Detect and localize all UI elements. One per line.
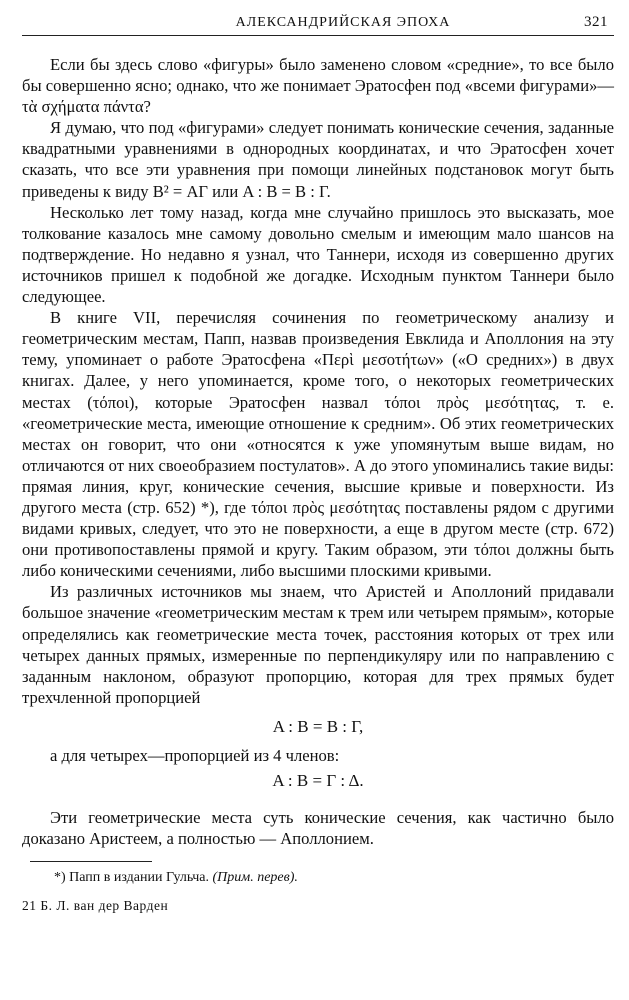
paragraph-1: Если бы здесь слово «фигуры» было заменено словом «средние», то все было бы совершенно ясно; однако, что же понимает Эратосфен под «всеми фигурами»—τὰ σχήματα πάντα? (22, 55, 614, 117)
running-title: АЛЕКСАНДРИЙСКАЯ ЭПОХА (235, 15, 451, 30)
formula-four-term: Α : Β = Γ : Δ. (272, 771, 364, 791)
paragraph-last: Эти геометрические места суть конические сечения, как частично было доказано Аристеем, а полностью — Аполлонием. (22, 808, 614, 849)
paragraph-5: Из различных источников мы знаем, что Аристей и Аполлоний придавали большое значение «геометрическим местам к трем или четырем прямым», которые определялись как геометрические места точек, расстояния которых от трех или четырех данных прямых, измеренные по перпендикуляру или по направлению с заданным наклоном, образуют пропорцию, которая для трех прямых будет трехчленной пропорцией (22, 582, 614, 707)
paragraph-2: Я думаю, что под «фигурами» следует понимать конические сечения, заданные квадратными уравнениями в однородных координатах, и что Эратосфен хочет сказать, что все эти уравнения при помощи линейных подстановок могут быть приведены к виду B² = ΑΓ или Α : Β = Β : Γ. (22, 118, 614, 201)
printer-signature: 21 Б. Л. ван дер Варден (22, 898, 169, 914)
footnote-note: (Прим. перев). (212, 870, 298, 886)
between-formulas-text: а для четырех—пропорцией из 4 членов: (50, 746, 340, 765)
footnote (54, 870, 614, 886)
paragraph-4: В книге VII, перечисляя сочинения по геометрическому анализу и геометрическим местам, Папп, назвав произведения Евклида и Аполлония на эту тему, упоминает о работе Эратосфена «Περὶ μεσοτήτων» («О средних») в двух книгах. Далее, у него упоминается, кроме того, о некоторых геометрических местах (τόποι), которые Эратосфен назвал τόποι πρὸς μεσότητας, т. е. «геометрические места, имеющие отношение к средним». Об этих геометрических местах он говорит, что они «относятся к уже упомянутым выше видам, но отличаются от них своеобразием постулатов». А до этого упоминались такие виды: прямая линия, круг, конические сечения, высшие кривые и поверхности. Из другого места (стр. 652) *), где τόποι πρὸς μεσότητας поставлены рядом с другими видами кривых, следует, что это не поверхности, а еще в другом месте (стр. 672) они противопоставлены прямой и кругу. Таким образом, эти τόποι должны быть либо коническими сечениями, либо высшими плоскими кривыми. (22, 308, 614, 581)
paragraph-3: Несколько лет тому назад, когда мне случайно пришлось это высказать, мое толкование казалось мне самому довольно смелым и имеющим мало шансов на подтверждение. Но недавно я узнал, что Таннери, исходя из совершенно других источников пришел к подобной же догадке. Исходным пунктом Таннери было следующее. (22, 202, 614, 307)
running-header (22, 14, 614, 36)
page-number: 321 (584, 14, 608, 30)
footnote-rule (30, 861, 152, 862)
footnote-text: *) Папп в издании Гульча. (54, 870, 213, 886)
main-text (22, 54, 614, 849)
book-page (22, 14, 614, 914)
formula-three-term: Α : Β = Β : Γ, (272, 716, 364, 736)
